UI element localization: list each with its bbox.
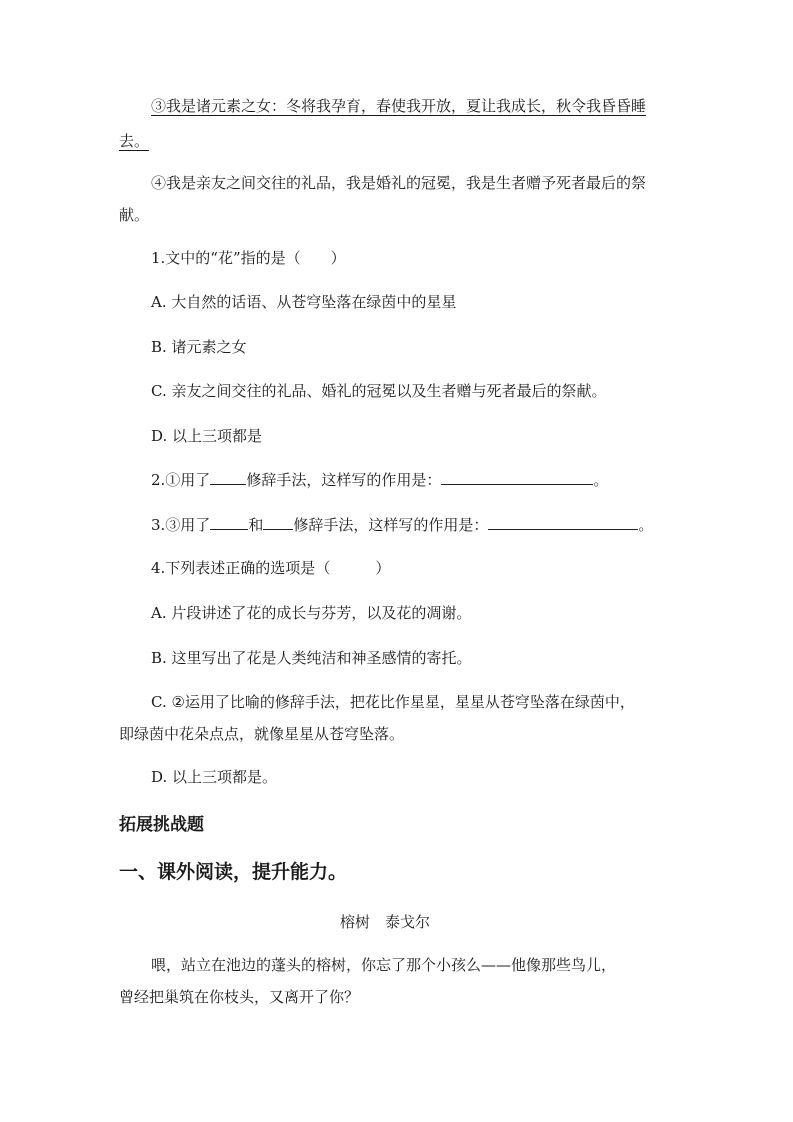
question-4-option-b: B. 这里写出了花是人类纯洁和神圣感情的寄托。	[151, 649, 472, 667]
question-2-blank-technique[interactable]	[210, 470, 246, 485]
question-3-and: 和	[248, 516, 264, 534]
reading-line-2: 曾经把巢筑在你枝头，又离开了你？	[119, 988, 360, 1006]
question-4-option-a: A. 片段讲述了花的成长与芬芳，以及花的凋谢。	[151, 604, 472, 622]
extension-section-title: 拓展挑战题	[119, 815, 204, 835]
question-1-option-a: A. 大自然的话语、从苍穹坠落在绿茵中的星星	[151, 293, 457, 311]
question-3-end: 。	[638, 516, 654, 534]
question-3-blank-effect[interactable]	[488, 515, 638, 530]
question-4-option-c-line-2: 即绿茵中花朵点点，就像星星从苍穹坠落。	[119, 725, 405, 743]
passage-paragraph-4-line-1: ④我是亲友之间交往的礼品，我是婚礼的冠冕，我是生者赠予死者最后的祭	[151, 174, 647, 192]
question-4-option-c-line-1: C. ②运用了比喻的修辞手法，把花比作星星，星星从苍穹坠落在绿茵中，	[151, 693, 635, 711]
question-3	[151, 515, 653, 535]
question-3-blank-technique-1[interactable]	[210, 515, 248, 530]
question-2-blank-effect[interactable]	[441, 470, 593, 485]
passage-paragraph-3-line-2: 去。	[119, 132, 150, 150]
question-3-mid: 修辞手法，这样写的作用是：	[293, 516, 489, 534]
question-4-stem: 4.下列表述正确的选项是（ ）	[151, 559, 391, 577]
reading-line-1: 喂，站立在池边的蓬头的榕树，你忘了那个小孩么——他像那些鸟儿，	[151, 956, 617, 974]
question-3-prefix: 3.③用了	[151, 516, 211, 534]
passage-paragraph-3-line-1: ③我是诸元素之女：冬将我孕育，春使我开放，夏让我成长，秋令我昏昏睡	[151, 97, 647, 115]
question-1-option-b: B. 诸元素之女	[151, 338, 247, 356]
reading-part-title: 一、课外阅读，提升能力。	[119, 861, 348, 883]
question-1-option-d: D. 以上三项都是	[151, 427, 263, 445]
reading-title: 榕树 泰戈尔	[340, 913, 431, 931]
question-2	[151, 470, 608, 490]
question-2-prefix: 2.①用了	[151, 471, 211, 489]
question-2-mid: 修辞手法，这样写的作用是：	[246, 471, 442, 489]
question-4-option-d: D. 以上三项都是。	[151, 768, 278, 786]
question-1-stem: 1.文中的“花”指的是（ ）	[151, 249, 346, 267]
passage-paragraph-4-line-2: 献。	[119, 206, 150, 224]
question-3-blank-technique-2[interactable]	[263, 515, 293, 530]
question-2-end: 。	[593, 471, 609, 489]
question-1-option-c: C. 亲友之间交往的礼品、婚礼的冠冕以及生者赠与死者最后的祭献。	[151, 382, 607, 400]
